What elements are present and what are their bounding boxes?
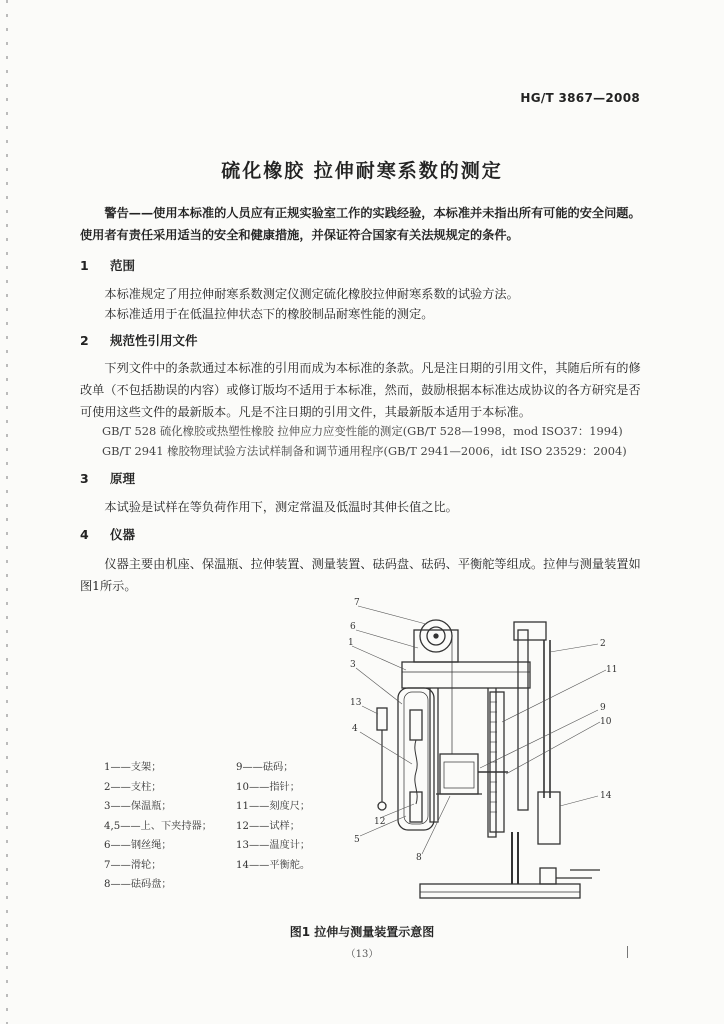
section-title: 规范性引用文件 (110, 333, 198, 348)
callout-label: 9 (600, 703, 606, 713)
figure-legend-right (236, 758, 310, 875)
section-1-heading (80, 256, 135, 274)
figure-legend-left (104, 758, 212, 895)
standard-code: HG/T 3867—2008 (520, 91, 640, 105)
callout-label: 12 (374, 817, 386, 827)
callout-label: 11 (606, 665, 618, 675)
section-4-paragraph: 仪器主要由机座、保温瓶、拉伸装置、测量装置、砝码盘、砝码、平衡舵等组成。拉伸与测量装置如图1所示。 (80, 557, 641, 593)
page-number: （13） (345, 949, 379, 960)
callout-label: 3 (350, 660, 356, 670)
callout-label: 13 (350, 698, 362, 708)
section-4-heading (80, 525, 135, 543)
legend-item: 3——保温瓶； (104, 801, 172, 812)
apparatus-diagram (330, 592, 630, 912)
section-3-heading (80, 469, 135, 487)
legend-item: 7——滑轮； (104, 859, 162, 871)
section-1-paragraph: 本标准适用于在低温拉伸状态下的橡胶制品耐寒性能的测定。 (104, 307, 434, 321)
section-number: 1 (80, 258, 89, 273)
callout-label: 5 (354, 835, 360, 845)
callout-label: 14 (600, 791, 612, 801)
legend-item: 4,5——上、下夹持器； (104, 820, 212, 832)
callout-label: 10 (600, 717, 612, 727)
callout-label: 8 (416, 853, 422, 863)
section-title: 范围 (110, 258, 136, 273)
section-1-paragraph: 本标准规定了用拉伸耐寒系数测定仪测定硫化橡胶拉伸耐寒系数的试验方法。 (104, 287, 519, 301)
edge-mark (627, 946, 628, 958)
legend-item: 10——指针； (236, 781, 300, 793)
pillar (518, 630, 528, 810)
warning-paragraph (80, 202, 652, 246)
binding-holes (6, 0, 8, 1024)
section-number: 3 (80, 471, 89, 486)
figure-caption: 图1 拉伸与测量装置示意图 (289, 925, 435, 939)
legend-item: 11——刻度尺； (236, 801, 311, 812)
legend-item: 14——平衡舵。 (236, 859, 311, 871)
callout-label: 6 (350, 622, 356, 632)
machine-base (420, 884, 580, 898)
legend-item: 2——支柱； (104, 781, 162, 793)
legend-item: 1——支架； (104, 762, 162, 773)
reference-item: GB/T 528 硫化橡胶或热塑性橡胶 拉伸应力应变性能的测定(GB/T 528—1998，mod ISO37：1994) (102, 424, 623, 438)
support-frame (402, 662, 530, 688)
document-title: 硫化橡胶 拉伸耐寒系数的测定 (221, 160, 503, 182)
callout-label: 2 (600, 639, 606, 649)
callout-label: 1 (348, 638, 354, 648)
reference-item: GB/T 2941 橡胶物理试验方法试样制备和调节通用程序(GB/T 2941—2006，idt ISO 23529：2004) (102, 444, 627, 458)
balance-weight (538, 792, 560, 844)
section-title: 原理 (110, 471, 136, 486)
legend-item: 9——砝码； (236, 762, 294, 773)
section-2-heading (80, 331, 198, 349)
warning-label: 警告—— (104, 206, 154, 220)
section-number: 4 (80, 527, 89, 542)
section-title: 仪器 (110, 527, 136, 542)
legend-item: 6——钢丝绳； (104, 840, 172, 851)
callout-label: 7 (354, 598, 360, 608)
warning-text: 使用本标准的人员应有正规实验室工作的实践经验，本标准并未指出所有可能的安全问题。使用者有责任采用适当的安全和健康措施，并保证符合国家有关法规规定的条件。 (80, 206, 641, 242)
legend-item: 12——试样； (236, 820, 300, 832)
callout-label: 4 (352, 724, 358, 734)
section-2-paragraph: 下列文件中的条款通过本标准的引用而成为本标准的条款。凡是注日期的引用文件，其随后所有的修改单（不包括勘误的内容）或修订版均不适用于本标准，然而，鼓励根据本标准达成协议的各方研究是否可使用这些文件的最新版本。凡是不注日期的引用文件，其最新版本适用于本标准。 (80, 361, 641, 419)
section-number: 2 (80, 333, 89, 348)
section-3-paragraph: 本试验是试样在等负荷作用下，测定常温及低温时其伸长值之比。 (104, 500, 458, 514)
legend-item: 8——砝码盘； (104, 879, 172, 890)
legend-item: 13——温度计； (236, 840, 311, 851)
